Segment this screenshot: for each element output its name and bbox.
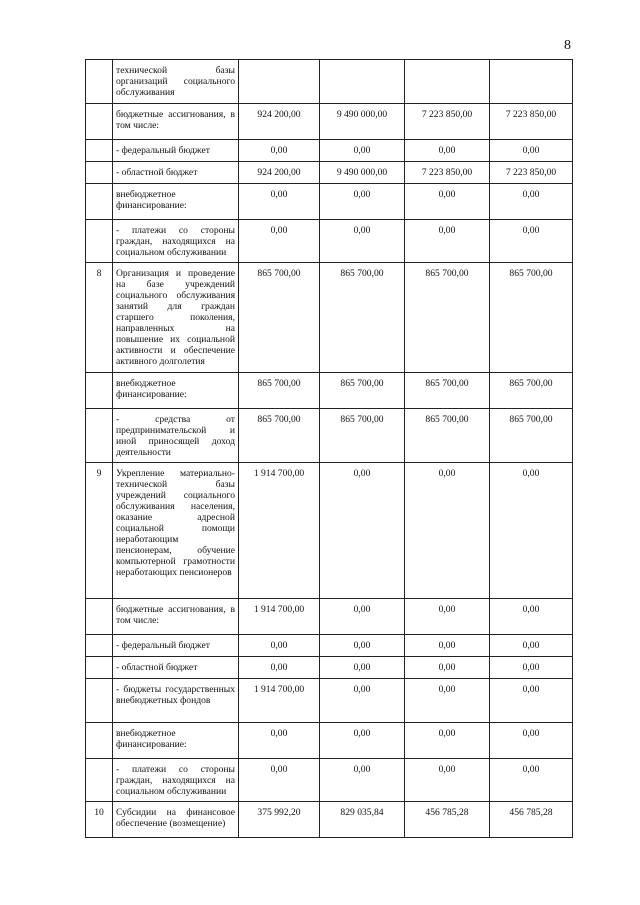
- row-number-cell: [86, 373, 113, 409]
- value-cell-4: 7 223 850,00: [490, 162, 573, 184]
- row-number-cell: [86, 599, 113, 635]
- value-cell-4: [490, 60, 573, 104]
- value-cell-1: 0,00: [239, 184, 320, 220]
- value-cell-2: 0,00: [320, 657, 405, 679]
- description-cell: бюджетные ассигнования, в том числе:: [113, 599, 239, 635]
- value-cell-4: 7 223 850,00: [490, 104, 573, 140]
- value-cell-4: 0,00: [490, 723, 573, 759]
- value-cell-3: 0,00: [405, 723, 490, 759]
- table-row: [86, 162, 573, 184]
- value-cell-4: 865 700,00: [490, 373, 573, 409]
- table-row: [86, 723, 573, 759]
- value-cell-4: 865 700,00: [490, 263, 573, 373]
- table-row: [86, 802, 573, 838]
- value-cell-3: 0,00: [405, 220, 490, 263]
- description-cell: - областной бюджет: [113, 657, 239, 679]
- description-cell: бюджетные ассигнования, в том числе:: [113, 104, 239, 140]
- value-cell-1: 0,00: [239, 657, 320, 679]
- value-cell-4: 0,00: [490, 759, 573, 802]
- value-cell-2: 0,00: [320, 599, 405, 635]
- value-cell-3: 0,00: [405, 140, 490, 162]
- table-row: [86, 184, 573, 220]
- value-cell-4: 0,00: [490, 679, 573, 723]
- value-cell-2: 0,00: [320, 184, 405, 220]
- value-cell-3: 0,00: [405, 599, 490, 635]
- row-number-cell: [86, 60, 113, 104]
- table-row: [86, 409, 573, 463]
- value-cell-2: 829 035,84: [320, 802, 405, 838]
- table-row: [86, 263, 573, 373]
- row-number-cell: 10: [86, 802, 113, 838]
- value-cell-4: 0,00: [490, 599, 573, 635]
- description-cell: внебюджетное финансирование:: [113, 373, 239, 409]
- value-cell-1: 924 200,00: [239, 162, 320, 184]
- row-number-cell: [86, 635, 113, 657]
- row-number-cell: [86, 140, 113, 162]
- value-cell-4: 0,00: [490, 220, 573, 263]
- row-number-cell: 8: [86, 263, 113, 373]
- table-row: [86, 759, 573, 802]
- description-cell: - средства от предпринимательской и иной приносящей доход деятельности: [113, 409, 239, 463]
- budget-table: [85, 59, 573, 838]
- value-cell-3: 865 700,00: [405, 373, 490, 409]
- row-number-cell: [86, 723, 113, 759]
- table-row: [86, 635, 573, 657]
- value-cell-3: [405, 60, 490, 104]
- value-cell-4: 0,00: [490, 184, 573, 220]
- row-number-cell: [86, 220, 113, 263]
- value-cell-3: 0,00: [405, 635, 490, 657]
- value-cell-1: [239, 60, 320, 104]
- description-cell: Организация и проведение на базе учреждений социального обслуживания занятий для граждан старшего поколения, направленных на повышение их социальной активности и обеспечение активного долголетия: [113, 263, 239, 373]
- value-cell-3: 0,00: [405, 657, 490, 679]
- value-cell-2: 0,00: [320, 140, 405, 162]
- table-row: [86, 463, 573, 599]
- row-number-cell: [86, 162, 113, 184]
- value-cell-1: 1 914 700,00: [239, 599, 320, 635]
- description-cell: Субсидии на финансовое обеспечение (возмещение): [113, 802, 239, 838]
- value-cell-2: 9 490 000,00: [320, 162, 405, 184]
- description-cell: Укрепление материально-технической базы учреждений социального обслуживания населения, оказание адресной социальной помощи неработающим пенсионерам, обучение компьютерной грамотности неработающих пенсионеров: [113, 463, 239, 599]
- table-row: [86, 104, 573, 140]
- table-row: [86, 140, 573, 162]
- value-cell-4: 0,00: [490, 140, 573, 162]
- row-number-cell: 9: [86, 463, 113, 599]
- value-cell-1: 0,00: [239, 220, 320, 263]
- table-row: [86, 220, 573, 263]
- table-row: [86, 679, 573, 723]
- value-cell-1: 375 992,20: [239, 802, 320, 838]
- description-cell: внебюджетное финансирование:: [113, 723, 239, 759]
- value-cell-1: 0,00: [239, 759, 320, 802]
- description-cell: - областной бюджет: [113, 162, 239, 184]
- value-cell-4: 0,00: [490, 463, 573, 599]
- description-cell: - федеральный бюджет: [113, 635, 239, 657]
- value-cell-4: 865 700,00: [490, 409, 573, 463]
- value-cell-4: 456 785,28: [490, 802, 573, 838]
- value-cell-4: 0,00: [490, 635, 573, 657]
- description-cell: внебюджетное финансирование:: [113, 184, 239, 220]
- table-row: [86, 373, 573, 409]
- value-cell-2: 865 700,00: [320, 409, 405, 463]
- description-cell: - бюджеты государственных внебюджетных фондов: [113, 679, 239, 723]
- value-cell-2: 0,00: [320, 759, 405, 802]
- value-cell-2: 865 700,00: [320, 263, 405, 373]
- value-cell-1: 0,00: [239, 140, 320, 162]
- value-cell-2: 0,00: [320, 679, 405, 723]
- row-number-cell: [86, 104, 113, 140]
- row-number-cell: [86, 409, 113, 463]
- value-cell-4: 0,00: [490, 657, 573, 679]
- value-cell-2: 9 490 000,00: [320, 104, 405, 140]
- value-cell-2: 0,00: [320, 463, 405, 599]
- value-cell-2: 0,00: [320, 723, 405, 759]
- value-cell-3: 0,00: [405, 184, 490, 220]
- value-cell-3: 865 700,00: [405, 263, 490, 373]
- value-cell-3: 7 223 850,00: [405, 104, 490, 140]
- page-number: 8: [564, 38, 571, 53]
- value-cell-1: 865 700,00: [239, 373, 320, 409]
- description-cell: технической базы организаций социального обслуживания: [113, 60, 239, 104]
- value-cell-1: 865 700,00: [239, 263, 320, 373]
- description-cell: - платежи со стороны граждан, находящихся на социальном обслуживании: [113, 220, 239, 263]
- value-cell-3: 0,00: [405, 463, 490, 599]
- description-cell: - платежи со стороны граждан, находящихся на социальном обслуживании: [113, 759, 239, 802]
- value-cell-3: 0,00: [405, 759, 490, 802]
- value-cell-2: [320, 60, 405, 104]
- value-cell-2: 0,00: [320, 635, 405, 657]
- value-cell-3: 0,00: [405, 679, 490, 723]
- table-row: [86, 599, 573, 635]
- value-cell-1: 0,00: [239, 635, 320, 657]
- budget-table-body: [86, 60, 573, 838]
- row-number-cell: [86, 679, 113, 723]
- value-cell-3: 456 785,28: [405, 802, 490, 838]
- value-cell-2: 0,00: [320, 220, 405, 263]
- row-number-cell: [86, 657, 113, 679]
- table-row: [86, 657, 573, 679]
- value-cell-1: 0,00: [239, 723, 320, 759]
- row-number-cell: [86, 759, 113, 802]
- value-cell-3: 7 223 850,00: [405, 162, 490, 184]
- table-row: [86, 60, 573, 104]
- value-cell-1: 924 200,00: [239, 104, 320, 140]
- value-cell-2: 865 700,00: [320, 373, 405, 409]
- row-number-cell: [86, 184, 113, 220]
- description-cell: - федеральный бюджет: [113, 140, 239, 162]
- value-cell-3: 865 700,00: [405, 409, 490, 463]
- value-cell-1: 865 700,00: [239, 409, 320, 463]
- value-cell-1: 1 914 700,00: [239, 463, 320, 599]
- value-cell-1: 1 914 700,00: [239, 679, 320, 723]
